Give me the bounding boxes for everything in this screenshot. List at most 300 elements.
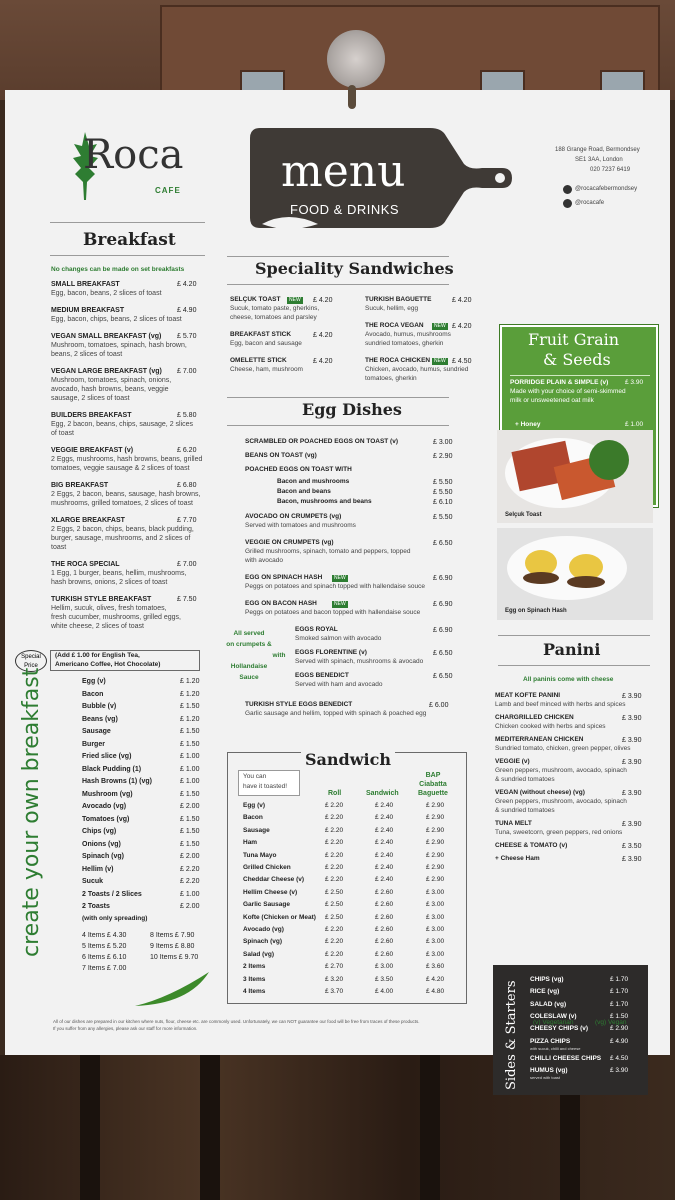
speciality-item-desc: Avocado, humus, mushrooms [365,331,451,338]
sandwich-row-sandwich: £ 2.40 [375,864,394,871]
sandwich-row-bap: £ 2.90 [426,864,445,871]
sandwich-title: Sandwich [301,752,395,768]
new-badge: NEW [434,323,446,329]
cyob-item-price: £ 1.20 [180,690,200,698]
breakfast-item-name: SMALL BREAKFAST [51,281,120,288]
sandwich-row-roll: £ 2.50 [325,901,344,909]
sandwich-row-bap: £ 3.00 [426,950,445,958]
panini-item-desc: Sundried tomato, chicken, green pepper, olives [495,745,631,752]
sandwich-row-sandwich: £ 3.00 [375,963,394,971]
benedict-desc: Served with ham and avocado [295,681,383,688]
side-item-name: HUMUS (vg) [530,1067,568,1075]
sandwich-row-sandwich: £ 4.00 [375,988,394,995]
cyob-item-price: £ 1.50 [180,828,200,835]
panini-item-price: £ 3.90 [622,759,642,766]
side-item-name: CHIPS (vg) [530,976,564,983]
side-item-name: CHILLI CHEESE CHIPS [530,1054,602,1062]
cyob-item-name: Black Pudding (1) [82,765,142,773]
breakfast-item-price: £ 7.00 [177,368,197,375]
breakfast-item-desc: Egg, bacon, beans, 2 slices of toast [51,290,162,297]
panini-item-price: £ 3.90 [622,693,642,700]
breakfast-item-desc: 2 Eggs, mushrooms, hash browns, beans, grilled [51,456,203,463]
legend-vegan: (vg) Vegan [595,1019,627,1026]
sandwich-row-name: Grilled Chicken [243,864,291,871]
speciality-item-price: £ 4.20 [452,323,472,330]
cyob-item-name: Fried slice (vg) [82,753,132,760]
sandwich-row-sandwich: £ 2.40 [375,876,394,884]
speciality-item-price: £ 4.20 [313,358,333,365]
cyob-item-name: Chips (vg) [82,828,117,835]
panini-item-name: MEDITERRANEAN CHICKEN [495,736,584,743]
served-note: on crumpets & [226,641,272,648]
allergy-note: If you suffer from any allergies, please ask our staff for more information. [53,1026,198,1031]
sandwich-row-sandwich: £ 2.60 [375,926,394,933]
divider [498,635,650,636]
sandwich-row-bap: £ 3.00 [426,913,445,921]
fruit-title: & Seeds [543,350,611,369]
panini-item-price: £ 3.50 [622,843,642,850]
menu-sheet [5,90,670,1090]
side-item-price: £ 4.90 [610,1037,629,1045]
breakfast-item-name: XLARGE BREAKFAST [51,517,125,524]
divider [227,425,449,426]
breakfast-item-price: £ 7.50 [177,596,197,603]
sandwich-row-roll: £ 2.70 [325,963,344,971]
egg-item-name: BEANS ON TOAST (vg) [245,452,317,459]
turkish-benedict-desc: Garlic sausage and hellim, topped with spinach & poached egg [245,710,427,717]
fruit-title: Fruit Grain [528,330,620,349]
side-item-name: PIZZA CHIPS [530,1037,571,1045]
panini-item-price: £ 3.90 [622,790,642,797]
sandwich-row-roll: £ 2.20 [325,864,344,871]
sandwich-row-name: Sausage [243,826,270,834]
breakfast-item-price: £ 5.70 [177,333,197,340]
new-badge: NEW [334,575,346,581]
window-frame-background [160,5,660,100]
poached-item-price: £ 5.50 [433,489,453,496]
egg-item-desc: Peggs on potatoes and bacon topped with hallendaise souce [245,609,421,616]
speciality-item-name: THE ROCA VEGAN [365,322,424,329]
sandwich-row-bap: £ 2.90 [426,802,445,809]
cyob-item-price: £ 1.50 [180,815,200,823]
speciality-item-desc: Sucuk, tomato paste, gherkins, [230,305,320,312]
address-line: SE1 3AA, London [575,157,623,163]
menu-title: menu [281,146,406,197]
panini-item-name: TUNA MELT [495,820,532,827]
speciality-title: Speciality Sandwiches [255,259,454,278]
breakfast-item-desc: mushrooms, grilled tomatoes, 2 slices of toast [51,500,194,507]
poached-item-name: Bacon, mushrooms and beans [277,498,372,505]
benedict-desc: Smoked salmon with avocado [295,635,382,642]
cyob-item-price: £ 1.00 [180,765,200,773]
egg-item-name: EGG ON SPINACH HASH [245,574,323,581]
cyob-item-price: £ 1.50 [180,740,200,748]
panini-item-desc: Green peppers, mushroom, avocado, spinach [495,767,627,774]
cyob-item-name: Sucuk [82,878,104,885]
poached-item-name: Bacon and beans [277,488,331,495]
panini-item-desc: Green peppers, mushroom, avocado, spinach [495,798,627,805]
col-bap: BAP Ciabatta Baguette [418,772,448,797]
panini-item-desc: Chicken cooked with herbs and spices [495,723,606,730]
col-sandwich: Sandwich [366,790,399,797]
egg-item-desc: Peggs on potatoes and spinach topped with hallendaise souce [245,583,425,590]
sandwich-row-roll: £ 2.50 [325,888,344,896]
hanging-hook [348,85,356,109]
sandwich-row-roll: £ 2.20 [325,950,344,958]
cyob-item-name: 2 Toasts / 2 Slices [82,890,142,898]
new-badge: NEW [289,297,301,303]
panini-item-name: + Cheese Ham [495,855,540,862]
combo-item: 5 Items £ 5.20 [82,943,127,950]
speciality-item-desc: cheese, tomatoes and parsley [230,314,317,321]
breakfast-item-desc: beans, 2 slices of toast [51,351,123,358]
egg-item-name: AVOCADO ON CRUMPETS (vg) [245,513,342,520]
cyob-item-name: Sausage [82,728,111,735]
sandwich-row-bap: £ 4.20 [426,975,445,983]
breakfast-item-desc: 1 Egg, 1 burger, beans, hellim, mushrooms, [51,570,187,577]
sandwich-row-sandwich: £ 2.60 [375,913,394,921]
combo-item: 10 Items £ 9.70 [150,954,199,961]
cyob-item-price: £ 2.00 [180,853,200,860]
benedict-name: EGGS ROYAL [295,626,338,633]
cyob-item-name: Bubble (v) [82,703,117,710]
benedict-price: £ 6.90 [433,627,453,634]
cyob-item-price: £ 1.50 [180,840,200,848]
breakfast-item-desc: hash browns, onions, 2 slices of toast [51,579,168,586]
egg-dishes-title: Egg Dishes [302,400,402,419]
speciality-item-name: TURKISH BAGUETTE [365,296,432,303]
address-line: 188 Grange Road, Bermondsey [555,147,640,153]
sandwich-row-name: Avocado (vg) [243,926,284,933]
divider [498,665,650,666]
side-item-name: SALAD (vg) [530,1000,567,1008]
side-item-price: £ 1.70 [610,1000,629,1008]
sandwich-row-sandwich: £ 2.40 [375,851,394,859]
panini-item-desc: & sundried tomatoes [495,807,555,814]
cyob-item-name: Burger [82,740,105,748]
cyob-item-price: £ 2.00 [180,903,200,910]
side-item-sub: served with toast [530,1075,561,1081]
panini-item-name: CHEESE & TOMATO (v) [495,842,568,849]
legend-vegetarian: (v) Vegetarian [533,1019,574,1026]
panini-item-desc: & sundried tomatoes [495,776,555,783]
divider [50,255,205,256]
sandwich-row-roll: £ 2.50 [325,913,344,921]
cyob-item-price: £ 1.20 [180,678,200,685]
side-item-name: COLESLAW (v) [530,1012,577,1020]
panini-item-name: MEAT KOFTE PANINI [495,692,561,699]
speciality-item-price: £ 4.50 [452,358,472,365]
cyob-item-price: £ 1.00 [180,753,200,760]
cyob-item-name: Avocado (vg) [82,803,127,810]
side-item-price: £ 1.50 [610,1012,629,1020]
breakfast-item-name: MEDIUM BREAKFAST [51,307,125,314]
panini-item-name: CHARGRILLED CHICKEN [495,714,574,721]
breakfast-item-name: BUILDERS BREAKFAST [51,412,132,419]
egg-item-name: VEGGIE ON CRUMPETS (vg) [245,539,334,546]
benedict-name: EGGS FLORENTINE (v) [295,649,367,656]
speciality-item-name: BREAKFAST STICK [230,331,292,338]
suction-cup [327,30,385,88]
cyob-item-price: £ 1.50 [180,790,200,798]
speciality-item-price: £ 4.20 [452,297,472,304]
cyob-item-price: £ 1.20 [180,715,200,723]
sandwich-row-roll: £ 3.70 [325,988,344,995]
breakfast-item-desc: toast [51,544,67,551]
turkish-benedict-price: £ 6.00 [429,702,449,709]
sandwich-row-roll: £ 2.20 [325,802,344,809]
cyob-item-price: £ 1.00 [180,890,200,898]
sandwich-row-bap: £ 2.90 [426,839,445,847]
breakfast-item-desc: avocado, hash browns, beans, veggie [51,386,169,393]
speciality-item-name: OMELETTE STICK [230,357,287,364]
egg-item-price: £ 5.50 [433,514,453,521]
combo-item: 9 Items £ 8.80 [150,943,195,950]
cyob-item-price: £ 1.50 [180,728,200,735]
decorative-leaf-icon [133,970,213,1010]
breakfast-item-desc: Hellim, sucuk, olives, fresh tomatoes, [51,605,167,612]
cyob-item-price: £ 1.50 [180,703,200,710]
speciality-item-name: THE ROCA CHICKEN [365,357,431,364]
benedict-desc: Served with spinach, mushrooms & avocado [295,658,424,665]
sandwich-row-sandwich: £ 2.40 [375,839,394,847]
topping-name: + Honey [515,421,541,428]
sandwich-row-roll: £ 3.20 [325,975,344,983]
col-roll: Roll [328,790,342,797]
side-item-price: £ 3.90 [610,1067,629,1075]
divider [227,284,449,285]
breakfast-item-desc: sausage, 2 slices of toast [51,395,130,402]
photo-selcuk-toast [497,430,653,523]
toast-callout-text: You can [243,773,267,780]
sandwich-row-sandwich: £ 2.40 [375,802,394,809]
phone-number: 020 7237 6419 [590,167,631,173]
speciality-item-price: £ 4.20 [313,332,333,339]
divider [227,256,449,257]
sandwich-row-roll: £ 2.20 [325,926,344,933]
sandwich-row-name: Tuna Mayo [243,851,277,859]
poached-item-price: £ 6.10 [433,499,453,506]
sandwich-row-name: Kofte (Chicken or Meat) [243,913,316,921]
cyob-item-price: £ 2.00 [180,803,200,810]
panini-item-name: VEGAN (without cheese) (vg) [495,789,585,796]
panini-item-desc: Lamb and beef minced with herbs and spices [495,701,626,708]
sandwich-row-roll: £ 2.20 [325,938,344,946]
divider [510,375,650,376]
egg-item-price: £ 2.90 [433,453,453,460]
benedict-price: £ 6.50 [433,650,453,657]
brand-name: Roca [83,132,184,178]
sandwich-row-bap: £ 3.00 [426,901,445,909]
breakfast-item-desc: Mushroom, tomatoes, spinach, hash brown, [51,342,187,349]
speciality-item-desc: Cheese, ham, mushroom [230,366,303,373]
poached-item-price: £ 5.50 [433,479,453,486]
porridge-name: PORRIDGE PLAIN & SIMPLE (v) [510,379,609,386]
sandwich-row-roll: £ 2.20 [325,814,344,822]
sandwich-row-sandwich: £ 2.60 [375,901,394,909]
breakfast-item-desc: white cheese, 2 slices of toast [51,623,144,630]
panini-item-name: VEGGIE (v) [495,758,530,765]
combo-item: 8 Items £ 7.90 [150,932,195,939]
sandwich-row-bap: £ 3.00 [426,926,445,933]
sandwich-row-name: Garlic Sausage [243,901,290,909]
benedict-price: £ 6.50 [433,673,453,680]
egg-item-price: £ 3.00 [433,439,453,446]
breakfast-item-desc: Mushroom, tomatoes, spinach, onions, [51,377,172,384]
topping-price: £ 1.00 [625,421,644,428]
sandwich-row-sandwich: £ 3.50 [375,975,394,983]
egg-item-desc: Served with tomatoes and mushrooms [245,522,356,529]
panini-title: Panini [543,640,601,659]
sandwich-row-name: Egg (v) [243,802,266,809]
fence-post [200,1055,220,1200]
cyob-item-name: Onions (vg) [82,840,121,848]
sandwich-row-name: Spinach (vg) [243,938,283,946]
cyob-item-name: Hellim (v) [82,865,114,873]
breakfast-item-price: £ 7.70 [177,517,197,524]
menu-subtitle: FOOD & DRINKS [290,202,400,217]
divider [227,397,449,398]
cyob-item-name: Bacon [82,690,104,698]
breakfast-item-price: £ 6.80 [177,482,197,489]
breakfast-item-price: £ 4.20 [177,281,197,288]
sandwich-row-name: 4 Items [243,988,266,995]
facebook-icon [563,185,572,194]
breakfast-item-price: £ 7.00 [177,561,197,568]
side-item-price: £ 1.70 [610,976,629,983]
speciality-item-desc: sundried tomatoes, gherkin [365,340,444,347]
cyob-item-name: 2 Toasts [82,903,110,910]
cyob-item-name: Beans (vg) [82,715,118,723]
sandwich-row-name: 2 Items [243,963,266,971]
speciality-item-desc: tomatoes, gherkin [365,375,417,382]
cyob-item-name: Tomatoes (vg) [82,815,130,823]
poached-item-name: Bacon and mushrooms [277,478,350,485]
benedict-name: EGGS BENEDICT [295,672,349,679]
egg-item-price: £ 6.50 [433,540,453,547]
combo-item: 7 Items £ 7.00 [82,965,127,972]
sandwich-row-roll: £ 2.20 [325,876,344,884]
sandwich-row-bap: £ 3.60 [426,963,445,971]
breakfast-item-desc: Egg, bacon, chips, beans, 2 slices of toast [51,316,182,323]
combo-item: 6 Items £ 6.10 [82,954,127,961]
sandwich-row-sandwich: £ 2.40 [375,814,394,822]
breakfast-item-price: £ 4.90 [177,307,197,314]
breakfast-item-name: VEGGIE BREAKFAST (v) [51,447,134,454]
special-text: (Add £ 1.00 for English Tea, [55,652,140,659]
breakfast-item-desc: burger, sausage, mushrooms, and 2 slices of [51,535,191,542]
sandwich-row-bap: £ 3.00 [426,938,445,946]
sandwich-row-name: Cheddar Cheese (v) [243,876,305,884]
breakfast-item-desc: 2 Eggs, 2 bacon, chips, beans, black pudding, [51,526,194,533]
sandwich-row-roll: £ 2.20 [325,826,344,834]
panini-item-desc: Tuna, sweetcorn, green peppers, red onions [495,829,623,836]
sandwich-row-sandwich: £ 2.40 [375,826,394,834]
porridge-price: £ 3.90 [625,379,644,386]
sandwich-row-name: 3 Items [243,975,266,983]
fence-post [80,1055,100,1200]
sandwich-row-name: Bacon [243,814,263,822]
sandwich-row-name: Hellim Cheese (v) [243,888,298,896]
photo-caption: Selçuk Toast [505,512,542,518]
side-item-price: £ 2.90 [610,1025,629,1033]
fence-post [420,1055,440,1200]
side-item-price: £ 1.70 [610,988,629,996]
porridge-desc: Made with your choice of semi-skimmed [510,388,626,395]
new-badge: NEW [334,601,346,607]
panini-item-price: £ 3.90 [622,856,642,863]
panini-note: All paninis come with cheese [523,676,614,683]
breakfast-item-name: VEGAN LARGE BREAKFAST (vg) [51,368,162,375]
breakfast-note: No changes can be made on set breakfasts [51,266,185,273]
turkish-benedict-name: TURKISH STYLE EGGS BENEDICT [245,701,353,708]
sandwich-row-bap: £ 2.90 [426,876,445,884]
served-note: Hollandaise [230,663,268,670]
breakfast-item-name: TURKISH STYLE BREAKFAST [51,596,152,603]
sandwich-row-bap: £ 2.90 [426,851,445,859]
porridge-desc: milk or unsweetened oat milk [510,397,594,404]
special-text: Americano Coffee, Hot Chocolate) [55,661,161,668]
sandwich-row-roll: £ 2.20 [325,851,344,859]
speciality-item-name: SELÇUK TOAST [230,296,281,303]
breakfast-item-price: £ 6.20 [177,447,197,454]
breakfast-item-desc: Egg, 2 bacon, beans, chips, sausage, 2 slices [51,421,194,428]
cyob-item-price: £ 2.20 [180,878,200,885]
sandwich-row-bap: £ 3.00 [426,888,445,896]
leaf-sprig-icon [260,210,320,234]
panini-item-price: £ 3.90 [622,715,642,722]
sandwich-row-sandwich: £ 2.60 [375,938,394,946]
speciality-item-desc: Sucuk, hellim, egg [365,305,419,312]
sandwich-row-roll: £ 2.20 [325,839,344,847]
breakfast-item-desc: of toast [51,430,74,437]
sandwich-row-bap: £ 4.80 [426,988,445,995]
served-note: All served [233,630,265,637]
cyob-item-name: Mushroom (vg) [82,790,133,798]
photo-egg-spinach-hash [497,528,653,620]
breakfast-item-desc: fresh cucumber, mushrooms, grilled eggs, [51,614,181,621]
sandwich-row-name: Salad (vg) [243,950,275,958]
new-badge: NEW [434,358,446,364]
egg-item-name: POACHED EGGS ON TOAST WITH [245,466,352,473]
sandwich-row-bap: £ 2.90 [426,826,445,834]
egg-item-name: SCRAMBLED OR POACHED EGGS ON TOAST (v) [245,438,399,445]
instagram-handle: @rocacafe [575,200,605,206]
cyob-item-name: Hash Browns (1) (vg) [82,778,153,785]
speciality-item-desc: Chicken, avocado, humus, sundried [365,366,469,373]
egg-item-price: £ 6.90 [433,575,453,582]
speciality-item-desc: Egg, bacon and sausage [230,340,302,347]
egg-item-price: £ 6.90 [433,601,453,608]
speciality-item-price: £ 4.20 [313,297,333,304]
breakfast-item-desc: tomatoes, veggie sausage & 2 slices of toast [51,465,190,472]
sandwich-row-name: Ham [243,839,258,847]
egg-item-desc: with avocado [245,557,283,564]
toast-callout-text: have it toasted! [243,783,288,790]
combo-item: 4 Items £ 4.30 [82,932,127,939]
cyob-title: create your own breakfast [19,667,44,957]
panini-item-price: £ 3.90 [622,737,642,744]
egg-item-desc: Grilled mushrooms, spinach, tomato and peppers, topped [245,548,411,555]
breakfast-item-desc: 2 Eggs, 2 bacon, beans, sausage, hash browns, [51,491,201,498]
special-label: Price [24,663,38,669]
facebook-handle: @rocacafebermondsey [575,186,638,192]
sandwich-row-bap: £ 2.90 [426,814,445,822]
allergy-note: All of our dishes are prepared in our kitchen where nuts, flour, cheese etc. are commonly used. Unfortunately, we can NOT guarantee our food will be free from traces of these products. [53,1019,420,1024]
sandwich-row-sandwich: £ 2.60 [375,950,394,958]
side-item-name: RICE (vg) [530,988,560,996]
served-note: with [272,652,286,659]
